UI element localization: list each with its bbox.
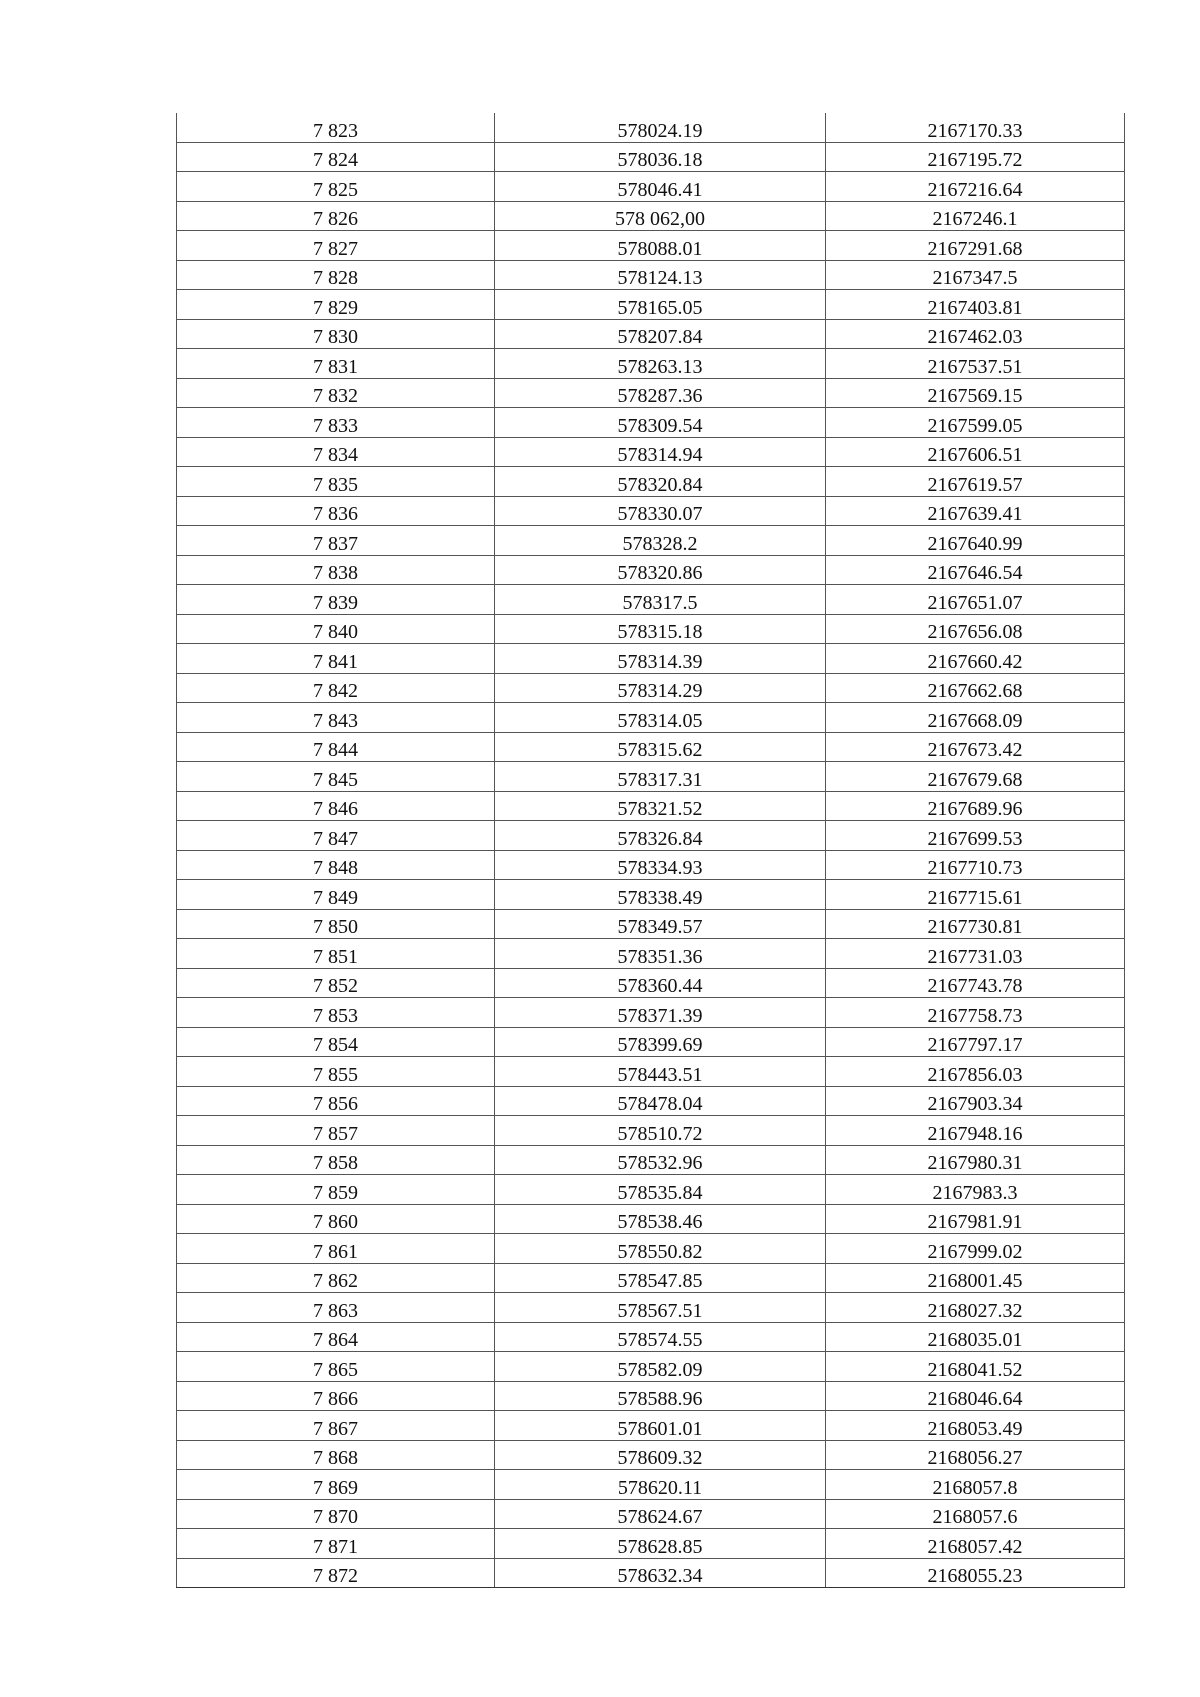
y-coordinate-cell: 2167999.02	[826, 1234, 1125, 1264]
table-row	[177, 585, 1125, 615]
y-coordinate-cell: 2167640.99	[826, 526, 1125, 556]
x-coordinate-cell: 578535.84	[495, 1175, 826, 1205]
table-row	[177, 1352, 1125, 1382]
point-number-cell: 7 824	[177, 142, 495, 172]
table-row	[177, 1529, 1125, 1559]
point-number-cell: 7 847	[177, 821, 495, 851]
table-row	[177, 201, 1125, 231]
y-coordinate-cell: 2167537.51	[826, 349, 1125, 379]
y-coordinate-cell: 2167660.42	[826, 644, 1125, 674]
y-coordinate-cell: 2168035.01	[826, 1322, 1125, 1352]
x-coordinate-cell: 578315.18	[495, 614, 826, 644]
point-number-cell: 7 842	[177, 673, 495, 703]
point-number-cell: 7 838	[177, 555, 495, 585]
x-coordinate-cell: 578624.67	[495, 1499, 826, 1529]
table-row	[177, 1027, 1125, 1057]
y-coordinate-cell: 2167903.34	[826, 1086, 1125, 1116]
x-coordinate-cell: 578 062,00	[495, 201, 826, 231]
point-number-cell: 7 835	[177, 467, 495, 497]
table-row	[177, 1057, 1125, 1087]
point-number-cell: 7 840	[177, 614, 495, 644]
table-row	[177, 1322, 1125, 1352]
x-coordinate-cell: 578088.01	[495, 231, 826, 261]
point-number-cell: 7 850	[177, 909, 495, 939]
point-number-cell: 7 861	[177, 1234, 495, 1264]
x-coordinate-cell: 578287.36	[495, 378, 826, 408]
table-row	[177, 231, 1125, 261]
table-row	[177, 1499, 1125, 1529]
table-row	[177, 319, 1125, 349]
y-coordinate-cell: 2168057.42	[826, 1529, 1125, 1559]
y-coordinate-cell: 2167797.17	[826, 1027, 1125, 1057]
y-coordinate-cell: 2167948.16	[826, 1116, 1125, 1146]
x-coordinate-cell: 578620.11	[495, 1470, 826, 1500]
table-row	[177, 172, 1125, 202]
y-coordinate-cell: 2167195.72	[826, 142, 1125, 172]
point-number-cell: 7 832	[177, 378, 495, 408]
table-row	[177, 880, 1125, 910]
y-coordinate-cell: 2167403.81	[826, 290, 1125, 320]
table-row	[177, 1470, 1125, 1500]
table-row	[177, 939, 1125, 969]
table-row	[177, 526, 1125, 556]
point-number-cell: 7 856	[177, 1086, 495, 1116]
x-coordinate-cell: 578538.46	[495, 1204, 826, 1234]
table-row	[177, 703, 1125, 733]
point-number-cell: 7 846	[177, 791, 495, 821]
y-coordinate-cell: 2168056.27	[826, 1440, 1125, 1470]
table-row	[177, 850, 1125, 880]
x-coordinate-cell: 578334.93	[495, 850, 826, 880]
table-row	[177, 1234, 1125, 1264]
y-coordinate-cell: 2168027.32	[826, 1293, 1125, 1323]
y-coordinate-cell: 2167730.81	[826, 909, 1125, 939]
x-coordinate-cell: 578632.34	[495, 1558, 826, 1588]
y-coordinate-cell: 2167699.53	[826, 821, 1125, 851]
y-coordinate-cell: 2167656.08	[826, 614, 1125, 644]
y-coordinate-cell: 2167216.64	[826, 172, 1125, 202]
point-number-cell: 7 841	[177, 644, 495, 674]
x-coordinate-cell: 578263.13	[495, 349, 826, 379]
table-row	[177, 290, 1125, 320]
y-coordinate-cell: 2167619.57	[826, 467, 1125, 497]
y-coordinate-cell: 2167569.15	[826, 378, 1125, 408]
point-number-cell: 7 843	[177, 703, 495, 733]
y-coordinate-cell: 2168053.49	[826, 1411, 1125, 1441]
x-coordinate-cell: 578314.29	[495, 673, 826, 703]
y-coordinate-cell: 2167689.96	[826, 791, 1125, 821]
y-coordinate-cell: 2167668.09	[826, 703, 1125, 733]
y-coordinate-cell: 2167170.33	[826, 113, 1125, 142]
x-coordinate-cell: 578207.84	[495, 319, 826, 349]
point-number-cell: 7 866	[177, 1381, 495, 1411]
y-coordinate-cell: 2167599.05	[826, 408, 1125, 438]
x-coordinate-cell: 578609.32	[495, 1440, 826, 1470]
x-coordinate-cell: 578317.31	[495, 762, 826, 792]
table-row	[177, 142, 1125, 172]
point-number-cell: 7 831	[177, 349, 495, 379]
table-row	[177, 762, 1125, 792]
point-number-cell: 7 853	[177, 998, 495, 1028]
point-number-cell: 7 865	[177, 1352, 495, 1382]
y-coordinate-cell: 2167347.5	[826, 260, 1125, 290]
y-coordinate-cell: 2167856.03	[826, 1057, 1125, 1087]
point-number-cell: 7 860	[177, 1204, 495, 1234]
x-coordinate-cell: 578443.51	[495, 1057, 826, 1087]
x-coordinate-cell: 578349.57	[495, 909, 826, 939]
x-coordinate-cell: 578588.96	[495, 1381, 826, 1411]
x-coordinate-cell: 578360.44	[495, 968, 826, 998]
point-number-cell: 7 852	[177, 968, 495, 998]
point-number-cell: 7 827	[177, 231, 495, 261]
y-coordinate-cell: 2167715.61	[826, 880, 1125, 910]
y-coordinate-cell: 2167743.78	[826, 968, 1125, 998]
point-number-cell: 7 836	[177, 496, 495, 526]
x-coordinate-cell: 578601.01	[495, 1411, 826, 1441]
coordinates-table-body	[177, 113, 1125, 1588]
point-number-cell: 7 858	[177, 1145, 495, 1175]
y-coordinate-cell: 2168057.8	[826, 1470, 1125, 1500]
table-row	[177, 408, 1125, 438]
point-number-cell: 7 826	[177, 201, 495, 231]
table-row	[177, 1116, 1125, 1146]
y-coordinate-cell: 2167462.03	[826, 319, 1125, 349]
y-coordinate-cell: 2167651.07	[826, 585, 1125, 615]
x-coordinate-cell: 578124.13	[495, 260, 826, 290]
table-row	[177, 349, 1125, 379]
y-coordinate-cell: 2167291.68	[826, 231, 1125, 261]
x-coordinate-cell: 578628.85	[495, 1529, 826, 1559]
x-coordinate-cell: 578371.39	[495, 998, 826, 1028]
x-coordinate-cell: 578510.72	[495, 1116, 826, 1146]
table-row	[177, 968, 1125, 998]
table-row	[177, 791, 1125, 821]
x-coordinate-cell: 578574.55	[495, 1322, 826, 1352]
x-coordinate-cell: 578314.05	[495, 703, 826, 733]
x-coordinate-cell: 578547.85	[495, 1263, 826, 1293]
table-row	[177, 1558, 1125, 1588]
y-coordinate-cell: 2167639.41	[826, 496, 1125, 526]
table-row	[177, 555, 1125, 585]
point-number-cell: 7 849	[177, 880, 495, 910]
x-coordinate-cell: 578046.41	[495, 172, 826, 202]
y-coordinate-cell: 2167980.31	[826, 1145, 1125, 1175]
point-number-cell: 7 864	[177, 1322, 495, 1352]
table-row	[177, 378, 1125, 408]
x-coordinate-cell: 578478.04	[495, 1086, 826, 1116]
table-row	[177, 614, 1125, 644]
table-row	[177, 437, 1125, 467]
x-coordinate-cell: 578567.51	[495, 1293, 826, 1323]
table-row	[177, 1086, 1125, 1116]
point-number-cell: 7 868	[177, 1440, 495, 1470]
x-coordinate-cell: 578314.94	[495, 437, 826, 467]
point-number-cell: 7 829	[177, 290, 495, 320]
point-number-cell: 7 839	[177, 585, 495, 615]
table-row	[177, 496, 1125, 526]
y-coordinate-cell: 2167246.1	[826, 201, 1125, 231]
x-coordinate-cell: 578309.54	[495, 408, 826, 438]
table-row	[177, 1263, 1125, 1293]
y-coordinate-cell: 2167606.51	[826, 437, 1125, 467]
point-number-cell: 7 833	[177, 408, 495, 438]
table-row	[177, 260, 1125, 290]
table-row	[177, 644, 1125, 674]
table-row	[177, 998, 1125, 1028]
x-coordinate-cell: 578314.39	[495, 644, 826, 674]
table-row	[177, 467, 1125, 497]
table-row	[177, 1204, 1125, 1234]
point-number-cell: 7 863	[177, 1293, 495, 1323]
point-number-cell: 7 870	[177, 1499, 495, 1529]
y-coordinate-cell: 2167679.68	[826, 762, 1125, 792]
y-coordinate-cell: 2167646.54	[826, 555, 1125, 585]
x-coordinate-cell: 578320.84	[495, 467, 826, 497]
table-row	[177, 1175, 1125, 1205]
y-coordinate-cell: 2167731.03	[826, 939, 1125, 969]
y-coordinate-cell: 2168057.6	[826, 1499, 1125, 1529]
y-coordinate-cell: 2167662.68	[826, 673, 1125, 703]
point-number-cell: 7 871	[177, 1529, 495, 1559]
x-coordinate-cell: 578550.82	[495, 1234, 826, 1264]
point-number-cell: 7 855	[177, 1057, 495, 1087]
x-coordinate-cell: 578582.09	[495, 1352, 826, 1382]
x-coordinate-cell: 578315.62	[495, 732, 826, 762]
point-number-cell: 7 869	[177, 1470, 495, 1500]
point-number-cell: 7 828	[177, 260, 495, 290]
table-row	[177, 1411, 1125, 1441]
x-coordinate-cell: 578317.5	[495, 585, 826, 615]
point-number-cell: 7 872	[177, 1558, 495, 1588]
point-number-cell: 7 867	[177, 1411, 495, 1441]
x-coordinate-cell: 578351.36	[495, 939, 826, 969]
y-coordinate-cell: 2167758.73	[826, 998, 1125, 1028]
table-row	[177, 732, 1125, 762]
point-number-cell: 7 862	[177, 1263, 495, 1293]
y-coordinate-cell: 2167983.3	[826, 1175, 1125, 1205]
x-coordinate-cell: 578330.07	[495, 496, 826, 526]
table-row	[177, 1381, 1125, 1411]
x-coordinate-cell: 578328.2	[495, 526, 826, 556]
y-coordinate-cell: 2167981.91	[826, 1204, 1125, 1234]
point-number-cell: 7 844	[177, 732, 495, 762]
x-coordinate-cell: 578036.18	[495, 142, 826, 172]
point-number-cell: 7 834	[177, 437, 495, 467]
x-coordinate-cell: 578024.19	[495, 113, 826, 142]
point-number-cell: 7 851	[177, 939, 495, 969]
table-row	[177, 113, 1125, 142]
table-row	[177, 909, 1125, 939]
coordinates-table	[176, 113, 1125, 1588]
y-coordinate-cell: 2168041.52	[826, 1352, 1125, 1382]
point-number-cell: 7 859	[177, 1175, 495, 1205]
x-coordinate-cell: 578338.49	[495, 880, 826, 910]
x-coordinate-cell: 578532.96	[495, 1145, 826, 1175]
table-row	[177, 1440, 1125, 1470]
y-coordinate-cell: 2168055.23	[826, 1558, 1125, 1588]
x-coordinate-cell: 578399.69	[495, 1027, 826, 1057]
y-coordinate-cell: 2168046.64	[826, 1381, 1125, 1411]
y-coordinate-cell: 2167673.42	[826, 732, 1125, 762]
point-number-cell: 7 857	[177, 1116, 495, 1146]
table-row	[177, 1145, 1125, 1175]
table-row	[177, 1293, 1125, 1323]
point-number-cell: 7 830	[177, 319, 495, 349]
y-coordinate-cell: 2168001.45	[826, 1263, 1125, 1293]
point-number-cell: 7 825	[177, 172, 495, 202]
point-number-cell: 7 845	[177, 762, 495, 792]
point-number-cell: 7 837	[177, 526, 495, 556]
point-number-cell: 7 854	[177, 1027, 495, 1057]
x-coordinate-cell: 578326.84	[495, 821, 826, 851]
table-row	[177, 673, 1125, 703]
point-number-cell: 7 823	[177, 113, 495, 142]
x-coordinate-cell: 578165.05	[495, 290, 826, 320]
x-coordinate-cell: 578321.52	[495, 791, 826, 821]
y-coordinate-cell: 2167710.73	[826, 850, 1125, 880]
x-coordinate-cell: 578320.86	[495, 555, 826, 585]
table-row	[177, 821, 1125, 851]
point-number-cell: 7 848	[177, 850, 495, 880]
